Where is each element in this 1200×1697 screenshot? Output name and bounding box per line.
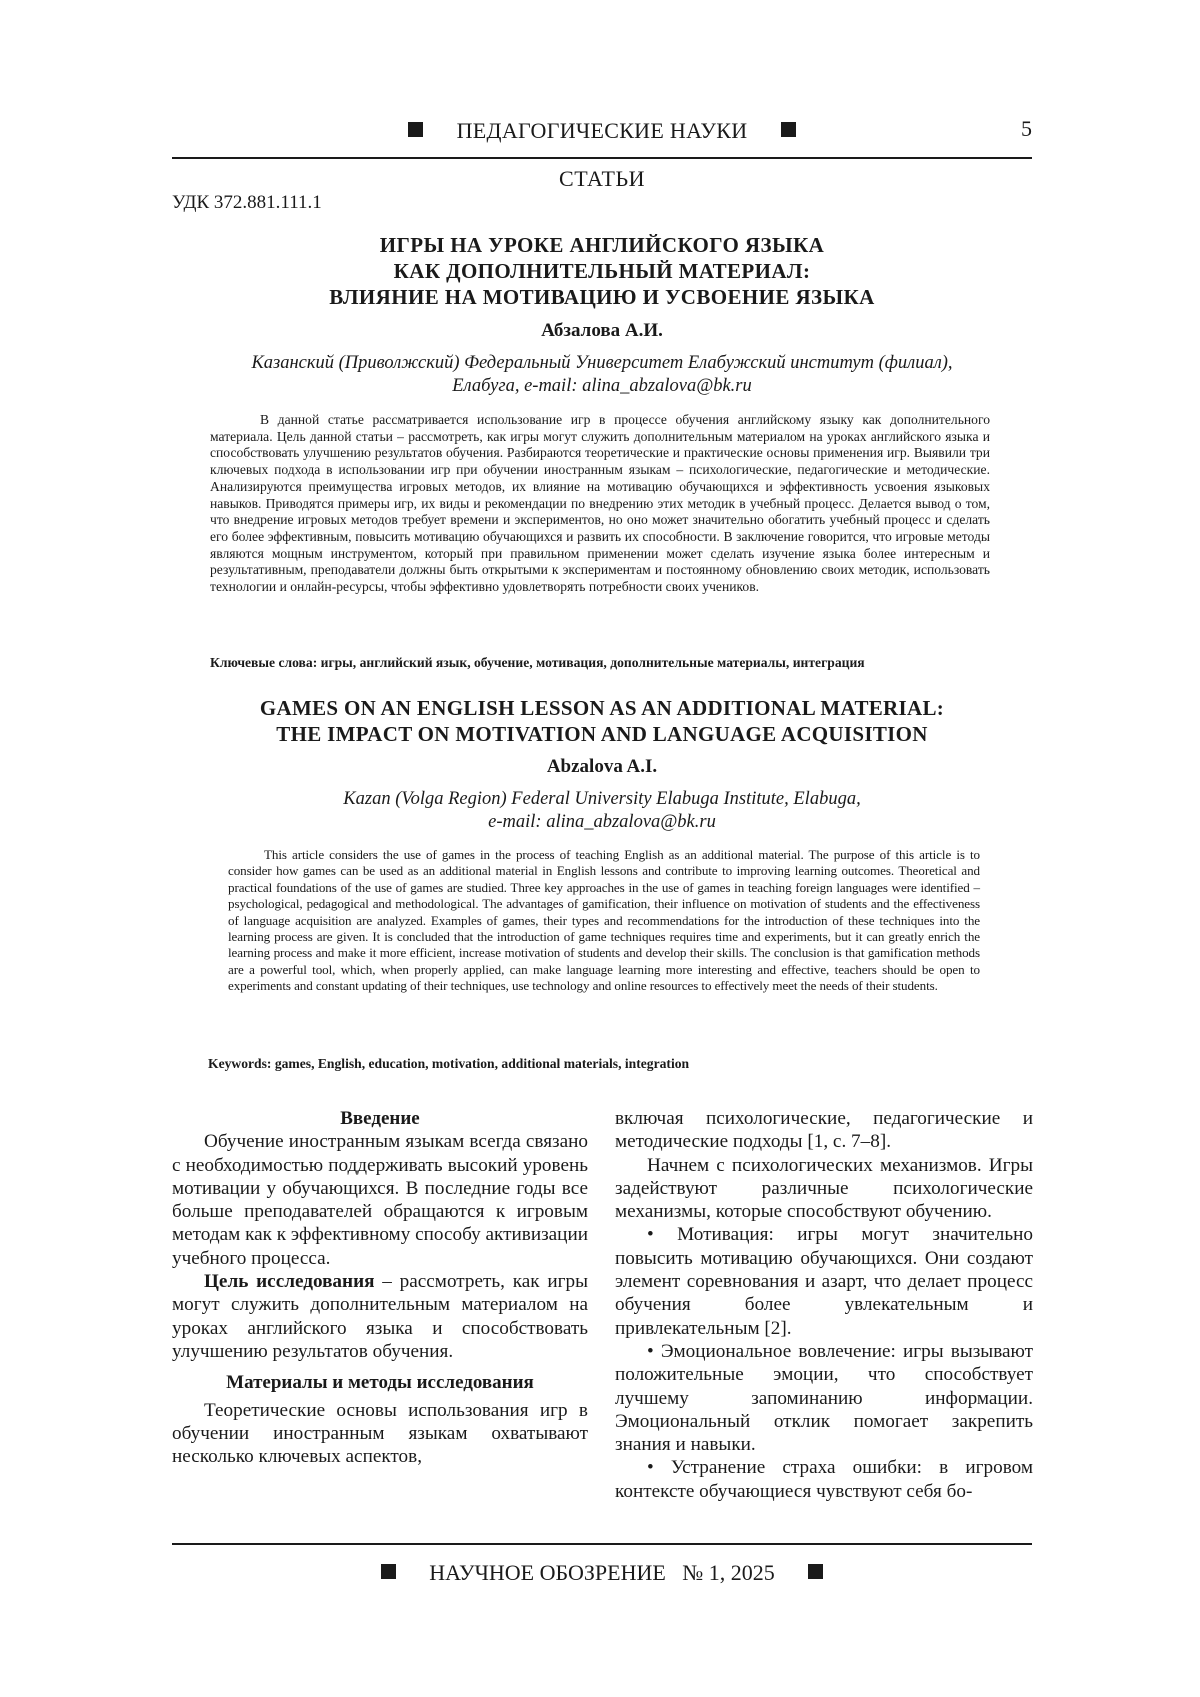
- goal-text: – рассмотреть, как игры могут служить дополнительным материалом на уроках английского языка и способствовать улучшению результатов обучения.: [172, 1271, 588, 1362]
- square-bullet-icon: [808, 1564, 823, 1579]
- issue-number: № 1, 2025: [682, 1560, 775, 1585]
- journal-section-title: ПЕДАГОГИЧЕСКИЕ НАУКИ: [456, 118, 748, 143]
- affiliation-en-line: e-mail: alina_abzalova@bk.ru: [488, 812, 716, 832]
- abstract-ru: В данной статье рассматривается использование игр в процессе обучения английскому языку как дополнительного материала. Цель данной статьи – рассмотреть, как игры могут служить дополнительным материалом на уроках английского языка и способствовать улучшению результатов обучения. Разбираются теоретические и практические основы применения игр. Выявили три ключевых подхода в использовании игр при обучении иностранным языкам – психологические, педагогические и методические. Анализируются преимущества игровых методов, их влияние на мотивацию обучающихся и эффективность усвоения языковых навыков. Приводятся примеры игр, их виды и рекомендации по внедрению этих методик в учебный процесс. Делается вывод о том, что внедрение игровых методов требует времени и экспериментов, но оно может значительно обогатить учебный процесс и сделать его более эффективным, повысить мотивацию обучающихся и развить их способности. В заключение говорится, что игровые методы являются мощным инструментом, который при правильном применении может сделать изучение языка более интересным и результативным, преподаватели должны быть открытыми к экспериментам и постоянному обновлению своих методик, использовать технологии и онлайн-ресурсы, чтобы эффективно удовлетворять потребности своих учеников.: [210, 412, 990, 595]
- udk-code: УДК 372.881.111.1: [172, 192, 322, 213]
- affiliation-en: [172, 788, 1032, 834]
- title-en-line: GAMES ON AN ENGLISH LESSON AS AN ADDITIONAL MATERIAL:: [259, 696, 945, 720]
- running-header: [172, 118, 1032, 144]
- header-divider: [172, 157, 1032, 159]
- emotional-bullet: • Эмоциональное вовлечение: игры вызывают положительные эмоции, что способствует лучшему запоминанию информации. Эмоциональный отклик помогает закрепить знания и навыки.: [615, 1340, 1033, 1456]
- psychology-paragraph: Начнем с психологических механизмов. Игры задействуют различные психологические механизмы, которые способствуют обучению.: [615, 1154, 1033, 1223]
- goal-label: Цель исследования: [204, 1271, 375, 1293]
- approaches-paragraph: включая психологические, педагогические и методические подходы [1, с. 7–8].: [615, 1108, 1033, 1153]
- methods-heading: Материалы и методы исследования: [226, 1372, 534, 1394]
- author-ru: Абзалова А.И.: [541, 320, 663, 341]
- title-en-line: THE IMPACT ON MOTIVATION AND LANGUAGE ACQUISITION: [276, 722, 928, 746]
- keywords-en: Keywords: games, English, education, motivation, additional materials, integration: [208, 1056, 690, 1071]
- affiliation-en-line: Kazan (Volga Region) Federal University Elabuga Institute, Elabuga,: [343, 789, 861, 809]
- intro-paragraph: Обучение иностранным языкам всегда связано с необходимостью поддерживать высокий уровень мотивации у обучающихся. В последние годы все больше преподавателей обращаются к игровым методам как к эффективному способу активизации учебного процесса.: [172, 1131, 588, 1269]
- page-number: 5: [1021, 116, 1032, 141]
- article-title-ru: [172, 232, 1032, 310]
- methods-paragraph: Теоретические основы использования игр в обучении иностранным языкам охватывают несколько ключевых аспектов,: [172, 1399, 588, 1468]
- title-ru-line: КАК ДОПОЛНИТЕЛЬНЫЙ МАТЕРИАЛ:: [393, 259, 811, 283]
- author-en: Abzalova A.I.: [546, 756, 658, 777]
- footer-journal: [429, 1560, 775, 1585]
- section-label: СТАТЬИ: [559, 166, 645, 191]
- footer-divider: [172, 1543, 1032, 1545]
- affiliation-ru: [172, 352, 1032, 398]
- body-column-left: [172, 1107, 588, 1468]
- fear-bullet: • Устранение страха ошибки: в игровом контексте обучающиеся чувствуют себя бо-: [615, 1457, 1033, 1502]
- intro-heading: Введение: [340, 1108, 420, 1129]
- square-bullet-icon: [381, 1564, 396, 1579]
- running-footer: [172, 1560, 1032, 1586]
- abstract-en: This article considers the use of games in the process of teaching English as an additional material. The purpose of this article is to consider how games can be used as an additional material in English lessons and contribute to improving learning outcomes. Theoretical and practical foundations of the use of games are studied. Three key approaches in the use of games in teaching foreign languages were identified – psychological, pedagogical and methodological. The advantages of gamification, their influence on motivation of students and the effectiveness of language acquisition are analyzed. Examples of games, their types and recommendations for the introduction of these techniques into the learning process are given. It is concluded that the introduction of game techniques requires time and experiments, but it can greatly enrich the learning process and make it more efficient, increase motivation of students and develop their skills. The conclusion is that gamification methods are a powerful tool, which, when properly applied, can make language learning more interesting and effective, teachers should be open to experiments and constant updating of their techniques, use technology and online resources to effectively meet the needs of their students.: [228, 847, 980, 994]
- goal-paragraph: [172, 1270, 588, 1363]
- keywords-ru: Ключевые слова: игры, английский язык, обучение, мотивация, дополнительные материалы, интеграция: [210, 655, 865, 670]
- title-ru-line: ИГРЫ НА УРОКЕ АНГЛИЙСКОГО ЯЗЫКА: [379, 233, 825, 257]
- square-bullet-icon: [781, 122, 796, 137]
- title-ru-line: ВЛИЯНИЕ НА МОТИВАЦИЮ И УСВОЕНИЕ ЯЗЫКА: [329, 285, 875, 309]
- article-title-en: [172, 695, 1032, 747]
- journal-name: НАУЧНОЕ ОБОЗРЕНИЕ: [429, 1560, 666, 1585]
- square-bullet-icon: [408, 122, 423, 137]
- motivation-bullet: • Мотивация: игры могут значительно повысить мотивацию обучающихся. Они создают элемент соревнования и азарт, что делает процесс обучения более увлекательным и привлекательным [2].: [615, 1224, 1033, 1339]
- body-column-right: [615, 1107, 1033, 1503]
- affiliation-ru-line: Елабуга, e-mail: alina_abzalova@bk.ru: [452, 376, 752, 396]
- affiliation-ru-line: Казанский (Приволжский) Федеральный Университет Елабужский институт (филиал),: [251, 353, 953, 373]
